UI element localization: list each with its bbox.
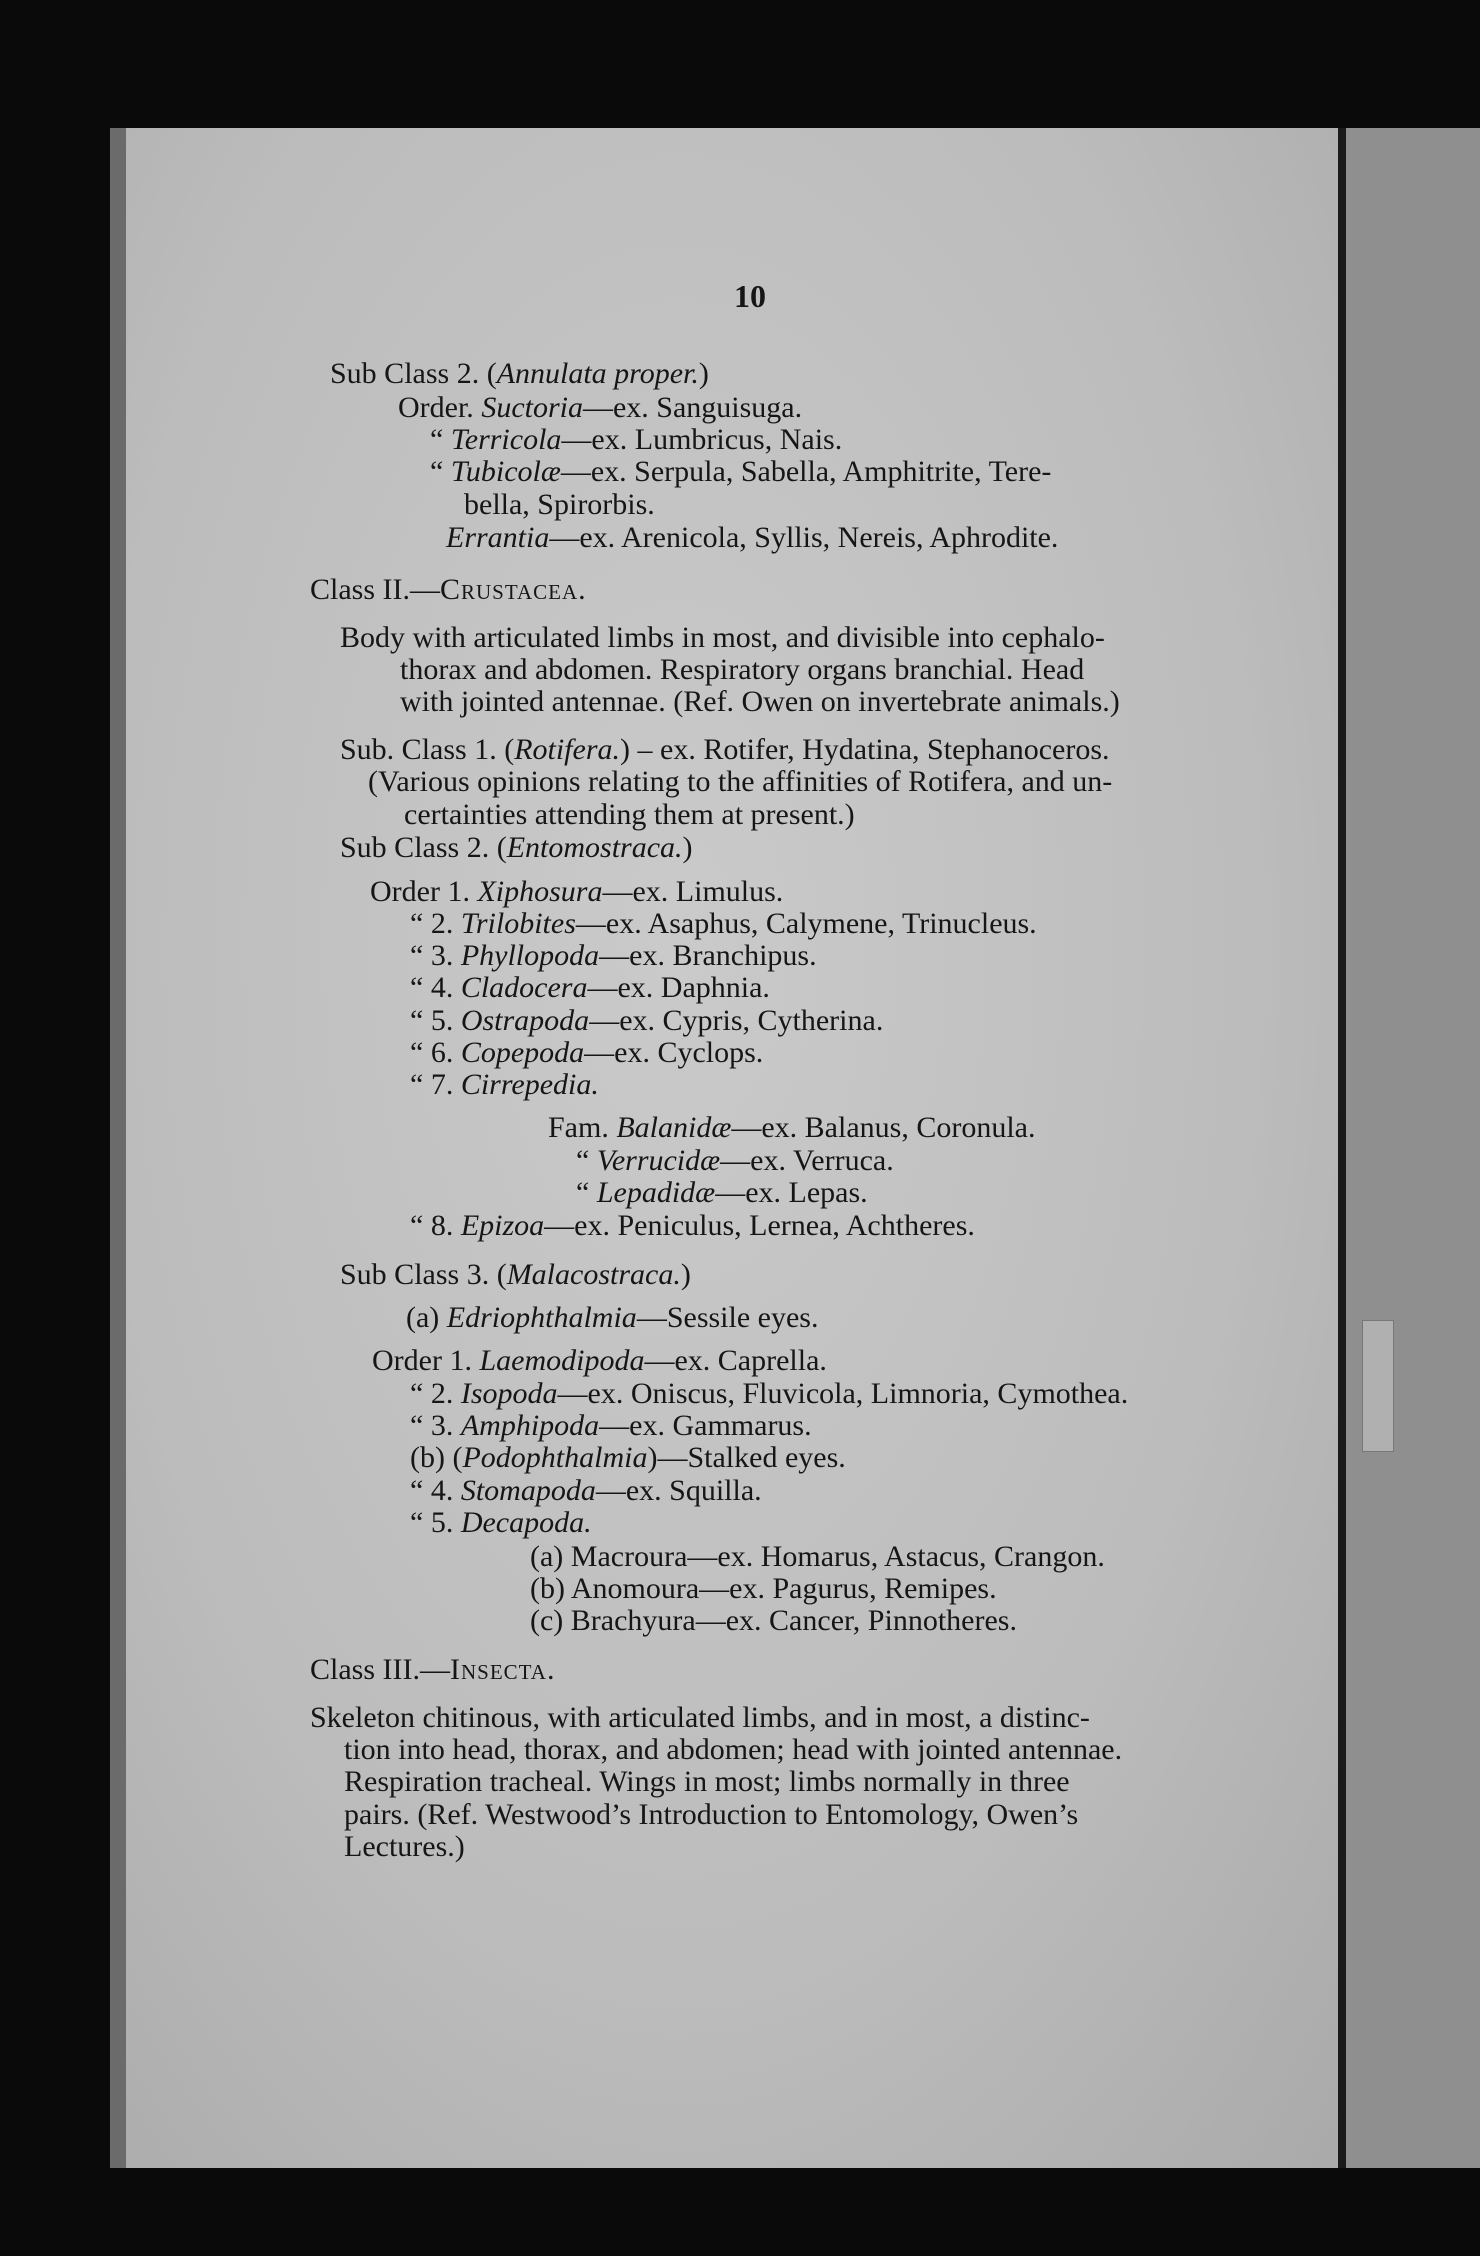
text-line	[410, 1035, 763, 1071]
taxon-name: Ostrapoda	[460, 1004, 590, 1037]
line-text: (b) Anomoura—ex. Pagurus, Remipes.	[530, 1572, 997, 1605]
taxon-name: Lepadidæ	[596, 1176, 716, 1209]
line-text: )	[698, 357, 709, 390]
text-line	[310, 1652, 555, 1688]
text-line	[330, 356, 709, 392]
line-text: “ 7.	[410, 1068, 461, 1101]
taxon-name: Annulata proper.	[496, 357, 699, 390]
line-text: —ex. Serpula, Sabella, Amphitrite, Tere-	[560, 455, 1052, 488]
text-line	[398, 390, 802, 426]
text-line	[370, 874, 783, 910]
taxon-name: Malacostraca.	[506, 1258, 681, 1291]
text-line	[410, 1208, 975, 1244]
text-line	[340, 830, 693, 866]
line-text: pairs. (Ref. Westwood’s Introduction to Entomology, Owen’s	[344, 1798, 1079, 1831]
line-text: “ 3.	[410, 939, 461, 972]
line-text: “	[430, 455, 451, 488]
taxon-name: Errantia	[446, 521, 550, 554]
text-line	[576, 1143, 894, 1179]
text-line	[410, 1440, 846, 1476]
line-text: —ex. Cyclops.	[584, 1036, 764, 1069]
line-text: Fam.	[548, 1111, 617, 1144]
line-text: —ex. Peniculus, Lernea, Achtheres.	[544, 1209, 975, 1242]
taxon-name: Edriophthalmia	[446, 1301, 637, 1334]
taxon-name: Terricola	[450, 423, 562, 456]
line-text: Order 1.	[370, 875, 478, 908]
line-text: “	[430, 423, 451, 456]
line-text: “ 5.	[410, 1004, 461, 1037]
text-line	[400, 652, 1084, 688]
line-text: “	[576, 1144, 597, 1177]
line-text: (c) Brachyura—ex. Cancer, Pinnotheres.	[530, 1604, 1017, 1637]
page-number: 10	[734, 278, 766, 314]
text-line	[548, 1110, 1035, 1146]
text-line	[410, 1067, 599, 1103]
line-text: Class III.—	[310, 1653, 450, 1686]
line-text: “ 2.	[410, 1377, 461, 1410]
text-line	[340, 732, 1110, 768]
text-line	[410, 970, 770, 1006]
taxon-name: Verrucidæ	[596, 1144, 721, 1177]
line-text: “ 6.	[410, 1036, 461, 1069]
text-line	[310, 1700, 1090, 1736]
line-text: )	[682, 831, 693, 864]
text-line	[530, 1539, 1105, 1575]
text-line	[406, 1300, 818, 1336]
line-text: Body with articulated limbs in most, and divisible into cephalo-	[340, 621, 1105, 654]
line-text: ) – ex. Rotifer, Hydatina, Stephanoceros.	[620, 733, 1110, 766]
line-text: —ex. Verruca.	[720, 1144, 894, 1177]
line-text: Sub Class 2. (	[340, 831, 507, 864]
line-text: (a) Macroura—ex. Homarus, Astacus, Crangon.	[530, 1540, 1105, 1573]
text-line	[344, 1732, 1122, 1768]
line-text: tion into head, thorax, and abdomen; head with jointed antennae.	[344, 1733, 1123, 1766]
taxon-name: Trilobites	[460, 907, 576, 940]
page-tab	[1362, 1320, 1394, 1452]
line-text: —ex. Squilla.	[595, 1474, 762, 1507]
text-line	[464, 487, 655, 523]
line-text: —ex. Oniscus, Fluvicola, Limnoria, Cymothea.	[557, 1377, 1129, 1410]
line-text: —ex. Daphnia.	[587, 971, 770, 1004]
taxon-name: Amphipoda	[460, 1409, 600, 1442]
taxon-name: Entomostraca.	[506, 831, 683, 864]
line-text: —ex. Balanus, Coronula.	[731, 1111, 1036, 1144]
facing-page-edge	[1346, 128, 1480, 2168]
taxon-name: Isopoda	[460, 1377, 558, 1410]
line-text: )	[680, 1258, 691, 1291]
class-name: Crustacea.	[440, 573, 587, 606]
text-line	[430, 422, 842, 458]
line-text: —ex. Branchipus.	[599, 939, 817, 972]
text-line	[410, 1505, 592, 1541]
line-text: —ex. Cypris, Cytherina.	[589, 1004, 884, 1037]
line-text: (a)	[406, 1301, 447, 1334]
taxon-name: Cirrepedia.	[460, 1068, 599, 1101]
taxon-name: Decapoda.	[460, 1506, 592, 1539]
taxon-name: Tubicolæ	[450, 455, 561, 488]
text-line	[430, 454, 1051, 490]
taxon-name: Laemodipoda	[479, 1344, 645, 1377]
line-text: Class II.—	[310, 573, 440, 606]
text-line	[410, 938, 817, 974]
text-line	[404, 797, 855, 833]
line-text: Skeleton chitinous, with articulated limbs, and in most, a distinc-	[310, 1701, 1090, 1734]
taxon-name: Epizoa	[460, 1209, 545, 1242]
line-text: —Sessile eyes.	[636, 1301, 819, 1334]
line-text: Sub Class 3. (	[340, 1258, 507, 1291]
text-line	[310, 572, 587, 608]
text-line	[400, 684, 1120, 720]
text-line	[446, 520, 1058, 556]
taxon-name: Xiphosura	[477, 875, 603, 908]
text-line	[344, 1829, 465, 1865]
text-line	[530, 1571, 997, 1607]
line-text: certainties attending them at present.)	[404, 798, 855, 831]
text-line	[372, 1343, 827, 1379]
line-text: Order 1.	[372, 1344, 480, 1377]
taxon-name: Balanidæ	[616, 1111, 732, 1144]
text-line	[340, 620, 1105, 656]
text-line	[410, 1408, 812, 1444]
line-text: “ 2.	[410, 907, 461, 940]
taxon-name: Stomapoda	[460, 1474, 596, 1507]
line-text: Order.	[398, 391, 482, 424]
text-line	[410, 906, 1037, 942]
line-text: Lectures.)	[344, 1830, 465, 1863]
line-text: “	[576, 1176, 597, 1209]
text-line	[340, 1257, 691, 1293]
line-text: “ 8.	[410, 1209, 461, 1242]
text-line	[410, 1473, 762, 1509]
text-line	[344, 1797, 1078, 1833]
line-text: Sub. Class 1. (	[340, 733, 515, 766]
line-text: )—Stalked eyes.	[647, 1441, 846, 1474]
line-text: Sub Class 2. (	[330, 357, 497, 390]
text-line	[368, 764, 1112, 800]
text-line	[576, 1175, 868, 1211]
text-line	[410, 1003, 883, 1039]
taxon-name: Cladocera	[460, 971, 588, 1004]
line-text: bella, Spirorbis.	[464, 488, 655, 521]
line-text: Respiration tracheal. Wings in most; limbs normally in three	[344, 1765, 1070, 1798]
line-text: —ex. Gammarus.	[599, 1409, 812, 1442]
line-text: “ 4.	[410, 971, 461, 1004]
line-text: —ex. Limulus.	[602, 875, 784, 908]
line-text: —ex. Caprella.	[644, 1344, 827, 1377]
line-text: —ex. Lepas.	[715, 1176, 868, 1209]
line-text: (Various opinions relating to the affinities of Rotifera, and un-	[368, 765, 1113, 798]
line-text: with jointed antennae. (Ref. Owen on invertebrate animals.)	[400, 685, 1120, 718]
page-gutter	[1338, 128, 1346, 2168]
taxon-name: Copepoda	[460, 1036, 585, 1069]
text-line	[530, 1603, 1017, 1639]
taxon-name: Suctoria	[481, 391, 583, 424]
line-text: “ 5.	[410, 1506, 461, 1539]
class-name: Insecta.	[449, 1653, 556, 1686]
line-text: —ex. Sanguisuga.	[582, 391, 803, 424]
line-text: —ex. Lumbricus, Nais.	[561, 423, 843, 456]
line-text: thorax and abdomen. Respiratory organs branchial. Head	[400, 653, 1085, 686]
taxon-name: Podophthalmia	[462, 1441, 648, 1474]
line-text: “ 3.	[410, 1409, 461, 1442]
text-line	[410, 1376, 1128, 1412]
taxon-name: Phyllopoda	[460, 939, 600, 972]
line-text: “ 4.	[410, 1474, 461, 1507]
line-text: (b) (	[410, 1441, 463, 1474]
taxon-name: Rotifera.	[514, 733, 621, 766]
line-text: —ex. Asaphus, Calymene, Trinucleus.	[575, 907, 1037, 940]
line-text: —ex. Arenicola, Syllis, Nereis, Aphrodite.	[549, 521, 1059, 554]
text-line	[344, 1764, 1070, 1800]
